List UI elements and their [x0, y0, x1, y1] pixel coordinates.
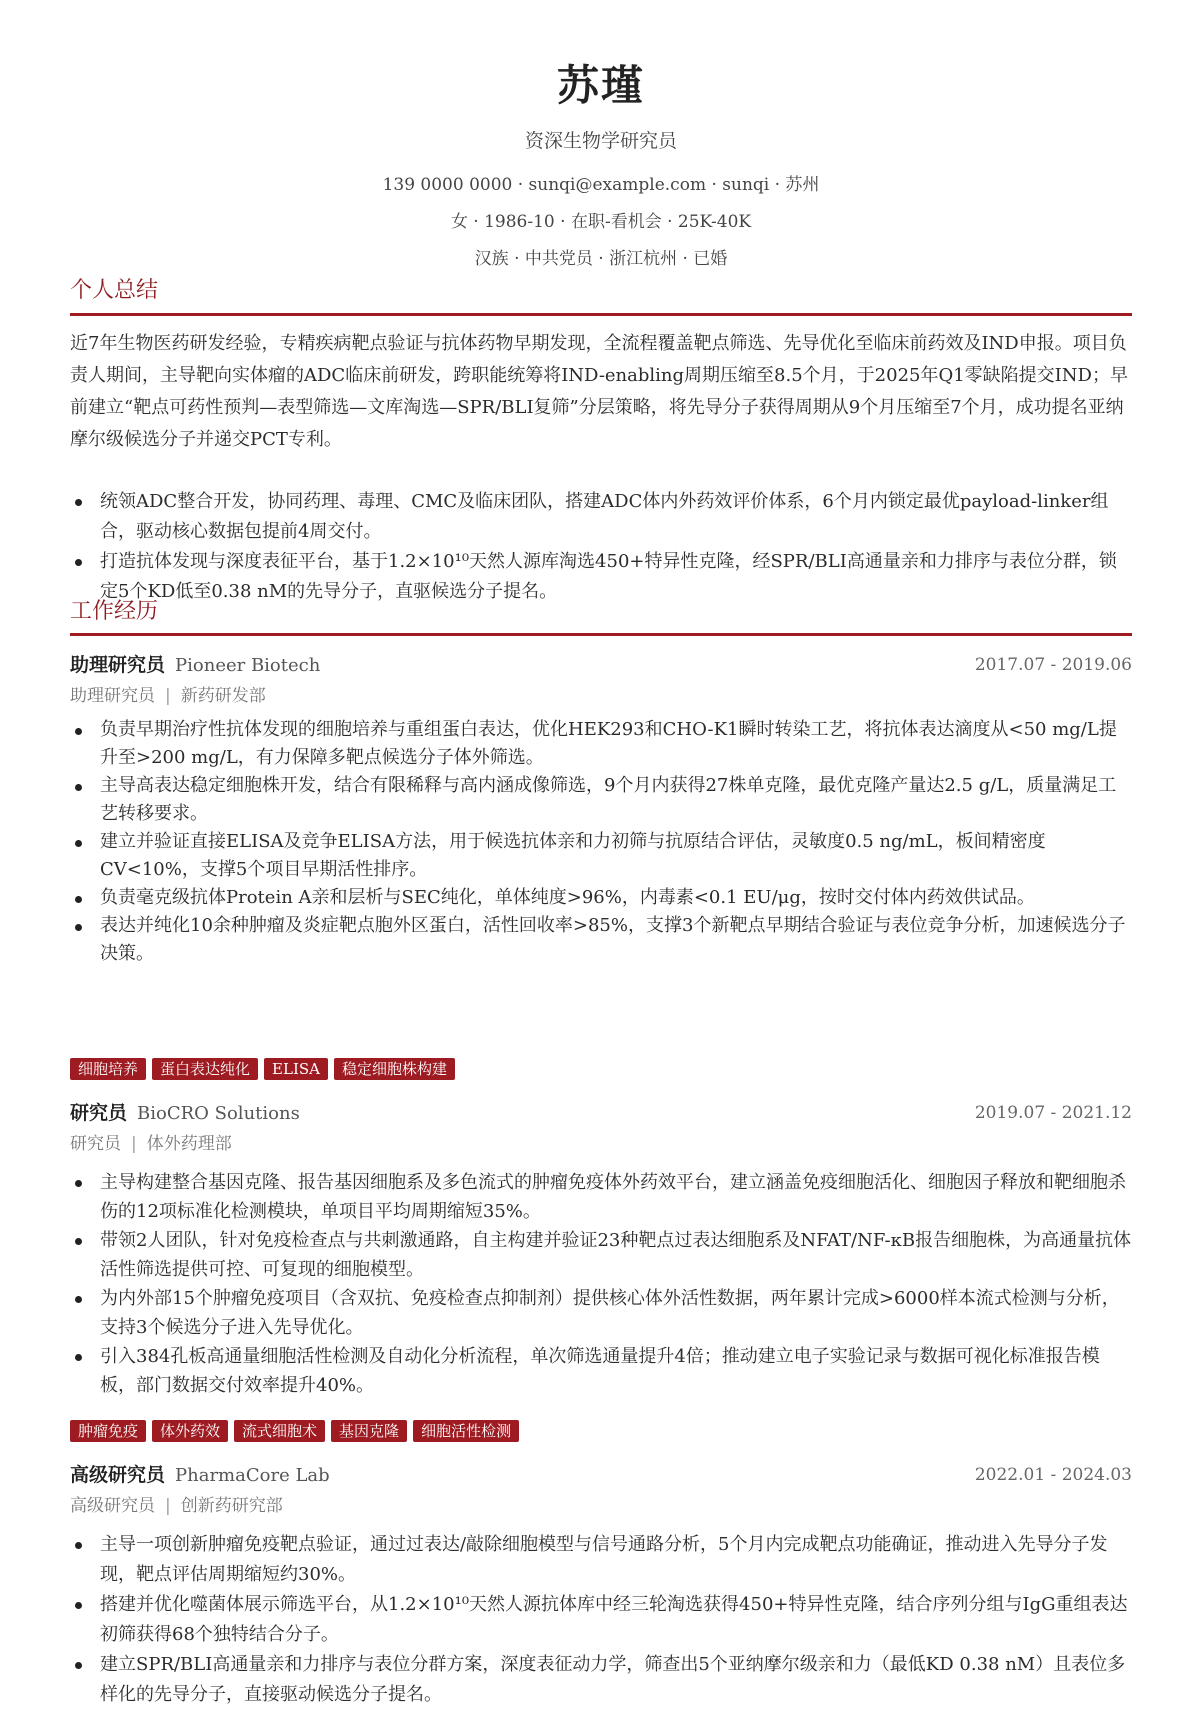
- skill-tag: 细胞活性检测: [413, 1420, 519, 1442]
- job-company: BioCRO Solutions: [137, 1103, 300, 1124]
- job-date: 2017.07 - 2019.06: [974, 655, 1132, 675]
- contact-line: 139 0000 0000 · sunqi@example.com · sunqi · 苏州: [382, 175, 820, 195]
- job-bullet: 主导高表达稳定细胞株开发，结合有限稀释与高内涵成像筛选，9个月内获得27株单克隆，最优克隆产量达2.5 g/L，质量满足工艺转移要求。: [70, 772, 1132, 828]
- job-date: 2022.01 - 2024.03: [974, 1465, 1132, 1485]
- work-heading: 工作经历: [70, 599, 159, 624]
- basic-info-line: 女 · 1986-10 · 在职-看机会 · 25K-40K: [450, 212, 752, 232]
- job-separator: |: [131, 1134, 137, 1154]
- job-tags: [70, 1420, 525, 1444]
- job-department: 创新药研究部: [180, 1496, 283, 1516]
- extra-info-line: 汉族 · 中共党员 · 浙江杭州 · 已婚: [474, 249, 728, 269]
- candidate-name: 苏瑾: [556, 61, 645, 110]
- work-divider: [70, 633, 1132, 636]
- job-position: 研究员: [70, 1134, 121, 1154]
- job-date: 2019.07 - 2021.12: [974, 1103, 1132, 1123]
- job-bullet: 为内外部15个肿瘤免疫项目（含双抗、免疫检查点抑制剂）提供核心体外活性数据，两年累计完成>6000样本流式检测与分析，支持3个候选分子进入先导优化。: [70, 1284, 1132, 1342]
- summary-paragraph: 近7年生物医药研发经验，专精疾病靶点验证与抗体药物早期发现，全流程覆盖靶点筛选、先导优化至临床前药效及IND申报。项目负责人期间，主导靶向实体瘤的ADC临床前研发，跨职能统筹将IND-enabling周期压缩至8.5个月，于2025年Q1零缺陷提交IND；早前建立“靶点可药性预判—表型筛选—文库淘选—SPR/BLI复筛”分层策略，将先导分子获得周期从9个月压缩至7个月，成功提名亚纳摩尔级候选分子并递交PCT专利。: [70, 333, 1128, 450]
- summary-heading: 个人总结: [70, 278, 159, 303]
- job-subtitle: [70, 1131, 232, 1157]
- summary-bullets: [70, 487, 1132, 607]
- summary-divider: [70, 313, 1132, 316]
- candidate-title: 资深生物学研究员: [524, 130, 677, 152]
- job-role: 研究员: [70, 1102, 128, 1124]
- job-department: 新药研发部: [180, 686, 266, 706]
- job-header: [70, 1460, 1132, 1490]
- job-bullet: 建立并验证直接ELISA及竞争ELISA方法，用于候选抗体亲和力初筛与抗原结合评估，灵敏度0.5 ng/mL，板间精密度CV<10%，支撑5个项目早期活性排序。: [70, 828, 1132, 884]
- job-bullet: 负责毫克级抗体Protein A亲和层析与SEC纯化，单体纯度>96%，内毒素<0.1 EU/μg，按时交付体内药效供试品。: [70, 884, 1132, 912]
- summary-bullet: 打造抗体发现与深度表征平台，基于1.2×10¹⁰天然人源库淘选450+特异性克隆，经SPR/BLI高通量亲和力排序与表位分群，锁定5个KD低至0.38 nM的先导分子，直驱候选分子提名。: [70, 547, 1132, 607]
- job-bullet: 建立SPR/BLI高通量亲和力排序与表位分群方案，深度表征动力学，筛查出5个亚纳摩尔级亲和力（最低KD 0.38 nM）且表位多样化的先导分子，直接驱动候选分子提名。: [70, 1650, 1132, 1710]
- job-bullet: 负责早期治疗性抗体发现的细胞培养与重组蛋白表达，优化HEK293和CHO-K1瞬时转染工艺，将抗体表达滴度从<50 mg/L提升至>200 mg/L，有力保障多靶点候选分子体外筛选。: [70, 716, 1132, 772]
- job-bullet: 带领2人团队，针对免疫检查点与共刺激通路，自主构建并验证23种靶点过表达细胞系及NFAT/NF-κB报告细胞株，为高通量抗体活性筛选提供可控、可复现的细胞模型。: [70, 1226, 1132, 1284]
- skill-tag: 细胞培养: [70, 1058, 146, 1080]
- skill-tag: 肿瘤免疫: [70, 1420, 146, 1442]
- job-bullets: [70, 1168, 1132, 1400]
- skill-tag: 体外药效: [152, 1420, 228, 1442]
- job-subtitle: [70, 1493, 283, 1519]
- job-bullet: 主导一项创新肿瘤免疫靶点验证，通过过表达/敲除细胞模型与信号通路分析，5个月内完成靶点功能确证，推动进入先导分子发现，靶点评估周期缩短约30%。: [70, 1530, 1132, 1590]
- job-bullets: [70, 1530, 1132, 1710]
- skill-tag: ELISA: [264, 1058, 328, 1080]
- job-role: 高级研究员: [70, 1464, 166, 1486]
- skill-tag: 蛋白表达纯化: [152, 1058, 258, 1080]
- job-separator: |: [165, 1496, 171, 1516]
- summary-bullet: 统领ADC整合开发，协同药理、毒理、CMC及临床团队，搭建ADC体内外药效评价体系，6个月内锁定最优payload-linker组合，驱动核心数据包提前4周交付。: [70, 487, 1132, 547]
- job-separator: |: [165, 686, 171, 706]
- job-bullets: [70, 716, 1132, 968]
- job-bullet: 主导构建整合基因克隆、报告基因细胞系及多色流式的肿瘤免疫体外药效平台，建立涵盖免疫细胞活化、细胞因子释放和靶细胞杀伤的12项标准化检测模块，单项目平均周期缩短35%。: [70, 1168, 1132, 1226]
- job-header: [70, 650, 1132, 680]
- skill-tag: 基因克隆: [331, 1420, 407, 1442]
- job-position: 高级研究员: [70, 1496, 155, 1516]
- job-tags: [70, 1058, 461, 1082]
- job-bullet: 搭建并优化噬菌体展示筛选平台，从1.2×10¹⁰天然人源抗体库中经三轮淘选获得450+特异性克隆，结合序列分组与IgG重组表达初筛获得68个独特结合分子。: [70, 1590, 1132, 1650]
- job-position: 助理研究员: [70, 686, 155, 706]
- skill-tag: 流式细胞术: [234, 1420, 325, 1442]
- job-role: 助理研究员: [70, 654, 166, 676]
- job-department: 体外药理部: [146, 1134, 232, 1154]
- job-company: PharmaCore Lab: [175, 1465, 330, 1486]
- job-bullet: 表达并纯化10余种肿瘤及炎症靶点胞外区蛋白，活性回收率>85%，支撑3个新靶点早期结合验证与表位竞争分析，加速候选分子决策。: [70, 912, 1132, 968]
- job-header: [70, 1098, 1132, 1128]
- skill-tag: 稳定细胞株构建: [334, 1058, 455, 1080]
- job-company: Pioneer Biotech: [175, 655, 321, 676]
- job-subtitle: [70, 683, 266, 709]
- job-bullet: 引入384孔板高通量细胞活性检测及自动化分析流程，单次筛选通量提升4倍；推动建立电子实验记录与数据可视化标准报告模板，部门数据交付效率提升40%。: [70, 1342, 1132, 1400]
